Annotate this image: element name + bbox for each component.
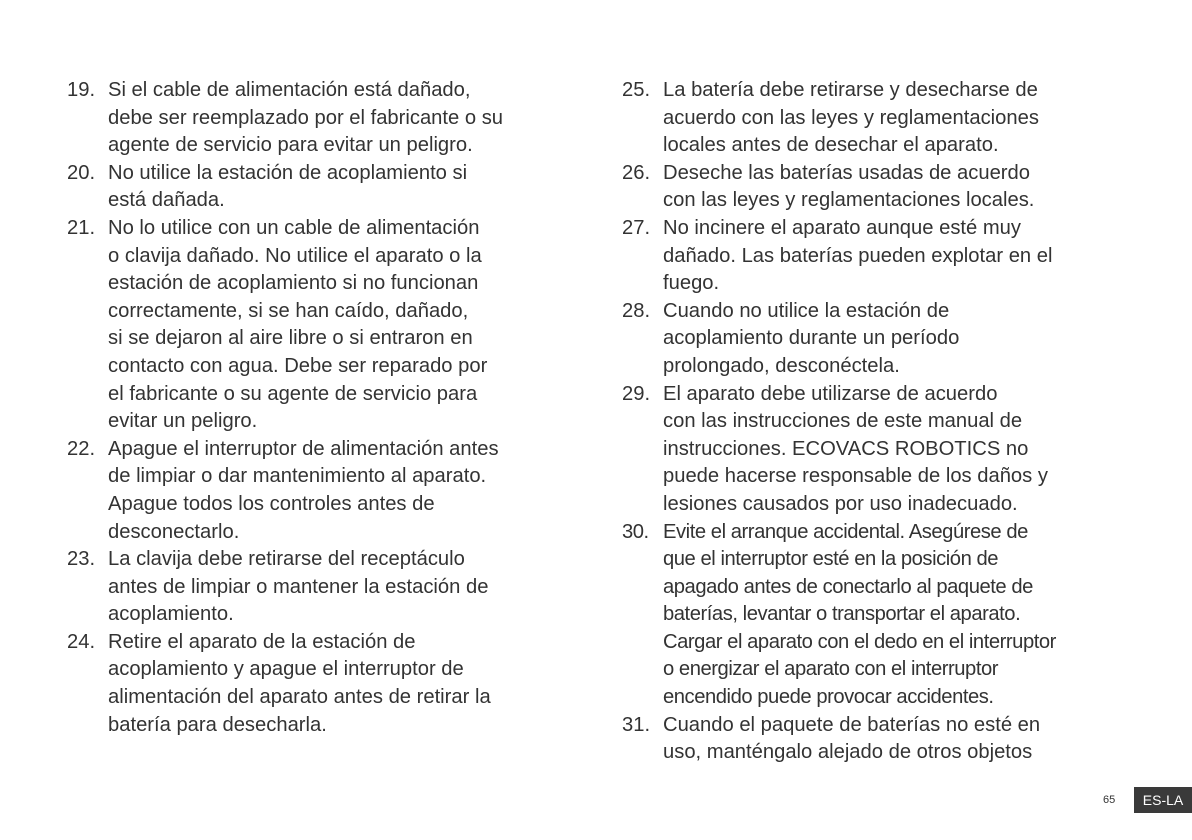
page-number: 65 [1103, 794, 1116, 806]
item-text-line: prolongado, desconéctela. [663, 354, 900, 377]
item-number: 19. [67, 79, 96, 101]
item-number: 27. [622, 216, 651, 239]
item-number: 23. [67, 548, 96, 571]
item-text-line: No lo utilice con un cable de alimentación [108, 216, 480, 239]
list-item [622, 77, 1137, 160]
item-text-line: antes de limpiar o mantener la estación de [108, 575, 489, 598]
item-text-line: que el interruptor esté en la posición de [663, 548, 999, 571]
item-text-line: contacto con agua. Debe ser reparado por [108, 354, 488, 377]
item-number: 29. [622, 382, 651, 405]
item-text-line: o clavija dañado. No utilice el aparato o la [108, 244, 482, 267]
item-number: 22. [67, 437, 96, 460]
item-text-line: estación de acoplamiento si no funcionan [108, 272, 479, 295]
item-text-line: puede hacerse responsable de los daños y [663, 465, 1048, 488]
list-item [67, 215, 582, 436]
item-text-line: Cuando no utilice la estación de [663, 299, 950, 322]
item-text-line: Si el cable de alimentación está dañado, [108, 79, 471, 101]
list-item [67, 436, 582, 546]
list-item [67, 160, 582, 215]
item-text-line: el fabricante o su agente de servicio para [108, 382, 478, 405]
item-number: 30. [622, 520, 649, 543]
item-text-line: o energizar el aparato con el interruptor [663, 658, 999, 681]
item-text-line: Cuando el paquete de baterías no esté en [663, 713, 1041, 736]
item-text-line: evitar un peligro. [108, 410, 258, 433]
item-text-line: Apague todos los controles antes de [108, 492, 435, 515]
item-text-line: El aparato debe utilizarse de acuerdo [663, 382, 998, 405]
item-number: 21. [67, 216, 96, 239]
item-text-line: No incinere el aparato aunque esté muy [663, 216, 1021, 239]
list-item [67, 629, 582, 739]
item-text-line: acoplamiento y apague el interruptor de [108, 658, 464, 681]
item-text-line: instrucciones. ECOVACS ROBOTICS no [663, 437, 1029, 460]
item-number: 26. [622, 161, 651, 184]
item-text-line: está dañada. [108, 189, 225, 212]
item-text-line: Deseche las baterías usadas de acuerdo [663, 161, 1030, 184]
item-text-line: apagado antes de conectarlo al paquete de [663, 575, 1033, 598]
language-badge: ES-LA [1134, 787, 1192, 813]
item-text-line: batería para desecharla. [108, 713, 327, 736]
item-text-line: lesiones causados por uso inadecuado. [663, 492, 1018, 515]
item-text-line: fuego. [663, 272, 720, 295]
item-number: 31. [622, 713, 651, 736]
item-number: 25. [622, 79, 651, 101]
item-text-line: desconectarlo. [108, 520, 240, 543]
list-item [67, 77, 582, 160]
item-text-line: uso, manténgalo alejado de otros objetos [663, 741, 1033, 764]
list-item [622, 712, 1137, 767]
item-text-line: con las leyes y reglamentaciones locales. [663, 189, 1035, 212]
item-text-line: La clavija debe retirarse del receptáculo [108, 548, 465, 571]
list-item [622, 160, 1137, 215]
right-column [622, 77, 1137, 767]
item-text-line: Apague el interruptor de alimentación antes [108, 437, 499, 460]
item-text-line: correctamente, si se han caído, dañado, [108, 299, 469, 322]
item-text-line: baterías, levantar o transportar el aparato. [663, 603, 1021, 626]
item-text-line: acuerdo con las leyes y reglamentaciones [663, 106, 1039, 129]
item-text-line: Retire el aparato de la estación de [108, 630, 416, 653]
item-text-line: debe ser reemplazado por el fabricante o su [108, 106, 504, 129]
list-item [622, 519, 1137, 712]
item-text-line: con las instrucciones de este manual de [663, 410, 1023, 433]
item-text-line: de limpiar o dar mantenimiento al aparato. [108, 465, 487, 488]
item-text-line: locales antes de desechar el aparato. [663, 134, 999, 157]
list-item [622, 215, 1137, 298]
item-text-line: si se dejaron al aire libre o si entraron en [108, 327, 473, 350]
item-text-line: Cargar el aparato con el dedo en el interruptor [663, 630, 1056, 653]
left-column [67, 77, 582, 739]
list-item [622, 298, 1137, 381]
item-text-line: acoplamiento durante un período [663, 327, 960, 350]
item-text-line: encendido puede provocar accidentes. [663, 686, 994, 709]
item-number: 28. [622, 299, 651, 322]
list-item [622, 381, 1137, 519]
item-text-line: alimentación del aparato antes de retirar la [108, 686, 491, 709]
item-text-line: Evite el arranque accidental. Asegúrese de [663, 520, 1028, 543]
list-item [67, 546, 582, 629]
item-text-line: No utilice la estación de acoplamiento si [108, 161, 468, 184]
item-text-line: acoplamiento. [108, 603, 234, 626]
item-number: 24. [67, 630, 96, 653]
item-text-line: agente de servicio para evitar un peligro. [108, 134, 473, 157]
item-text-line: dañado. Las baterías pueden explotar en el [663, 244, 1053, 267]
item-text-line: La batería debe retirarse y desecharse de [663, 79, 1038, 101]
item-number: 20. [67, 161, 96, 184]
